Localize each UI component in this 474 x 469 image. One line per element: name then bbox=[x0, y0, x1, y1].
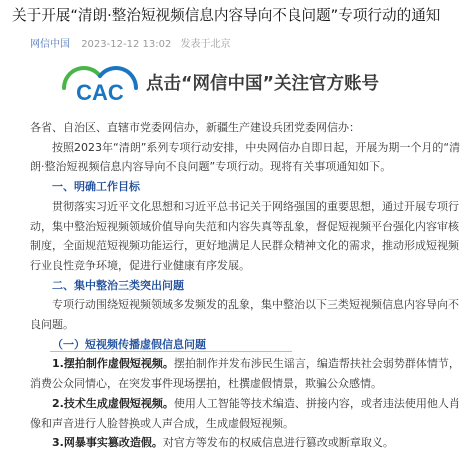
article-title: 关于开展“清朗·整治短视频信息内容导向不良问题”专项行动的通知 bbox=[12, 7, 441, 24]
subsection-1 bbox=[30, 335, 462, 355]
article-body bbox=[30, 118, 462, 453]
item-3-text: 对官方等发布的权威信息进行篡改或断章取义。 bbox=[162, 436, 394, 450]
salutation: 各省、自治区、直辖市党委网信办，新疆生产建设兵团党委网信办： bbox=[30, 121, 360, 134]
follow-slogan: 点击“网信中国”关注官方账号 bbox=[146, 74, 380, 94]
subsection-1-heading: （一）短视频传播虚假信息问题 bbox=[52, 337, 206, 351]
intro-paragraph: 按照2023年“清朗”系列专项行动安排，中央网信办自即日起，开展为期一个月的“清朗·整治短视频信息内容导向不良问题”专项行动。现将有关事项通知如下。 bbox=[30, 140, 461, 174]
item-1-text: 摆拍制作并发布涉民生谣言，编造帮扶社会弱势群体情节，消费公众同情心，在突发事件现场摆拍，杜撰虚假情景，欺骗公众感情。 bbox=[30, 357, 460, 391]
subsection-underline bbox=[50, 351, 292, 352]
item-3 bbox=[30, 433, 462, 453]
item-1-title: 1.摆拍制作虚假短视频。 bbox=[52, 357, 174, 371]
publish-location: 发表于北京 bbox=[180, 39, 231, 50]
section-2-paragraph: 专项行动围绕短视频领域多发频发的乱象，集中整治以下三类短视频信息内容导向不良问题。 bbox=[30, 298, 459, 332]
publish-datetime: 2023-12-12 13:02 bbox=[81, 39, 172, 50]
item-3-title: 3.网暴事实篡改造假。 bbox=[52, 436, 163, 450]
follow-banner[interactable] bbox=[60, 62, 460, 106]
source-link[interactable]: 网信中国 bbox=[30, 39, 70, 50]
item-2-title: 2.技术生成虚假短视频。 bbox=[52, 396, 174, 410]
svg-text:CAC: CAC bbox=[76, 80, 124, 105]
item-2-text: 使用人工智能等技术编造、拼接内容，或者违法使用他人肖像和声音进行人脸替换或人声合成，生成虚假短视频。 bbox=[30, 396, 460, 430]
section-1-heading: 一、明确工作目标 bbox=[52, 180, 140, 194]
item-1 bbox=[30, 354, 462, 393]
article-meta bbox=[30, 38, 231, 52]
section-1-paragraph: 贯彻落实习近平文化思想和习近平总书记关于网络强国的重要思想，通过开展专项行动，集中整治短视频领域价值导向失范和内容失真等乱象，督促短视频平台强化内容审核制度，全面规范短视频功能运行，更好地满足人民群众精神文化的需求，推动形成短视频行业良性竞争环境，促进行业健康有序发展。 bbox=[30, 199, 459, 272]
section-2-heading: 二、集中整治三类突出问题 bbox=[52, 278, 184, 292]
cac-logo-icon bbox=[60, 62, 140, 106]
item-2 bbox=[30, 394, 462, 433]
